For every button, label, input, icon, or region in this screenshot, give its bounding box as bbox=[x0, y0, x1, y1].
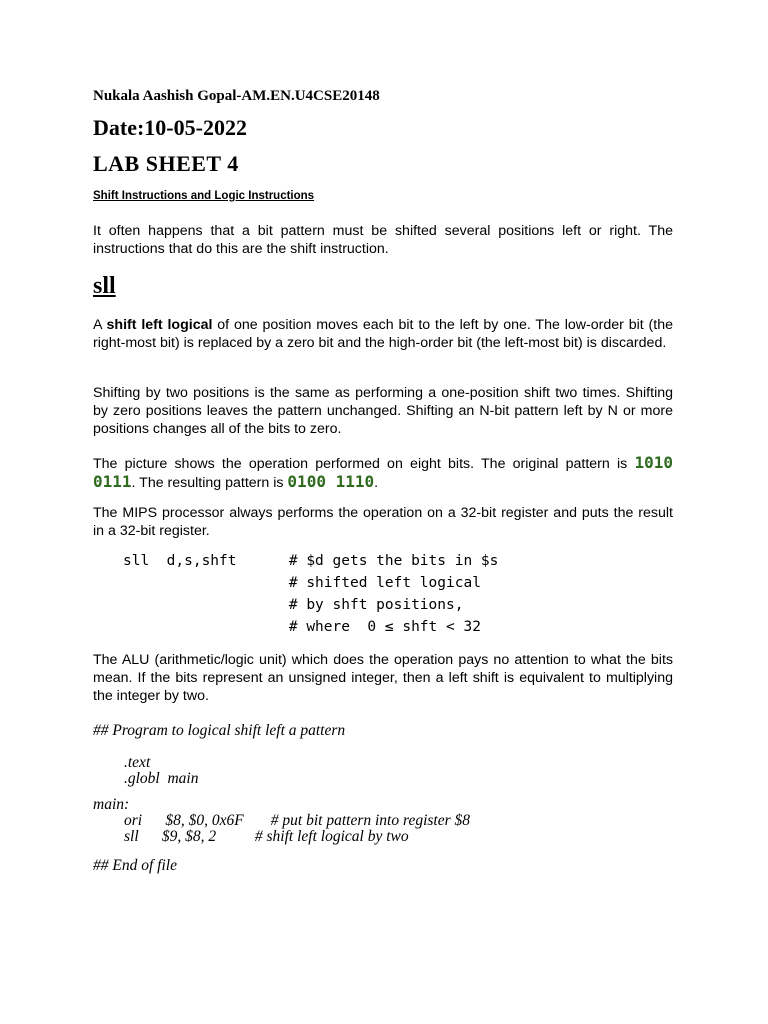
sll-rest: of one position moves each bit to the left by one. The low-order bit (the right-most bit) is replaced by a zero bit and the high-order bit (the left-most bit) is discarded. bbox=[93, 317, 673, 351]
shifting-paragraph: Shifting by two positions is the same as performing a one-position shift two times. Shifting by zero positions leaves the pattern unchanged. Shifting an N-bit pattern left by N or more positions changes all of the bits to zero. bbox=[93, 385, 673, 437]
code-line: sll d,s,shft # $d gets the bits in $s bbox=[123, 553, 499, 569]
intro-paragraph: It often happens that a bit pattern must be shifted several positions left or right. The instructions that do this are the shift instruction. bbox=[93, 223, 673, 257]
program-line: sll $9, $8, 2 # shift left logical by two bbox=[93, 828, 409, 845]
author-line: Nukala Aashish Gopal-AM.EN.U4CSE20148 bbox=[93, 88, 380, 104]
mips-paragraph: The MIPS processor always performs the operation on a 32-bit register and puts the result in a 32-bit register. bbox=[93, 505, 673, 539]
program-line: .globl main bbox=[93, 770, 199, 787]
lab-sheet-title: LAB SHEET 4 bbox=[93, 151, 239, 176]
program-line: main: bbox=[93, 796, 130, 813]
sll-code-block bbox=[123, 550, 498, 638]
original-pattern: 1010 0111 bbox=[93, 453, 673, 491]
program-line: ori $8, $0, 0x6F # put bit pattern into register $8 bbox=[93, 812, 471, 829]
program-line: .text bbox=[93, 754, 151, 771]
picture-paragraph bbox=[93, 454, 673, 492]
picture-text-b: . The resulting pattern is bbox=[131, 475, 288, 491]
program-title: ## Program to logical shift left a pattern bbox=[93, 722, 346, 739]
section-subtitle: Shift Instructions and Logic Instructions bbox=[93, 190, 315, 202]
picture-text-c: . bbox=[374, 475, 379, 491]
result-pattern: 0100 1110 bbox=[287, 472, 375, 491]
sll-prefix: A bbox=[93, 317, 107, 333]
sll-heading: sll bbox=[93, 273, 116, 299]
sll-bold-term: shift left logical bbox=[106, 317, 213, 333]
program-code bbox=[93, 755, 470, 845]
code-line: # where 0 ≤ shft < 32 bbox=[123, 619, 481, 635]
program-end: ## End of file bbox=[93, 857, 177, 874]
alu-paragraph: The ALU (arithmetic/logic unit) which does the operation pays no attention to what the bits mean. If the bits represent an unsigned integer, then a left shift is equivalent to multiplying the integer by two. bbox=[93, 652, 673, 704]
code-line: # shifted left logical bbox=[123, 575, 481, 591]
sll-definition-paragraph bbox=[93, 316, 673, 352]
code-line: # by shft positions, bbox=[123, 597, 464, 613]
program-line bbox=[93, 787, 470, 797]
date-heading: Date:10-05-2022 bbox=[93, 115, 247, 140]
picture-text-a: The picture shows the operation performed on eight bits. The original pattern is bbox=[93, 456, 635, 472]
